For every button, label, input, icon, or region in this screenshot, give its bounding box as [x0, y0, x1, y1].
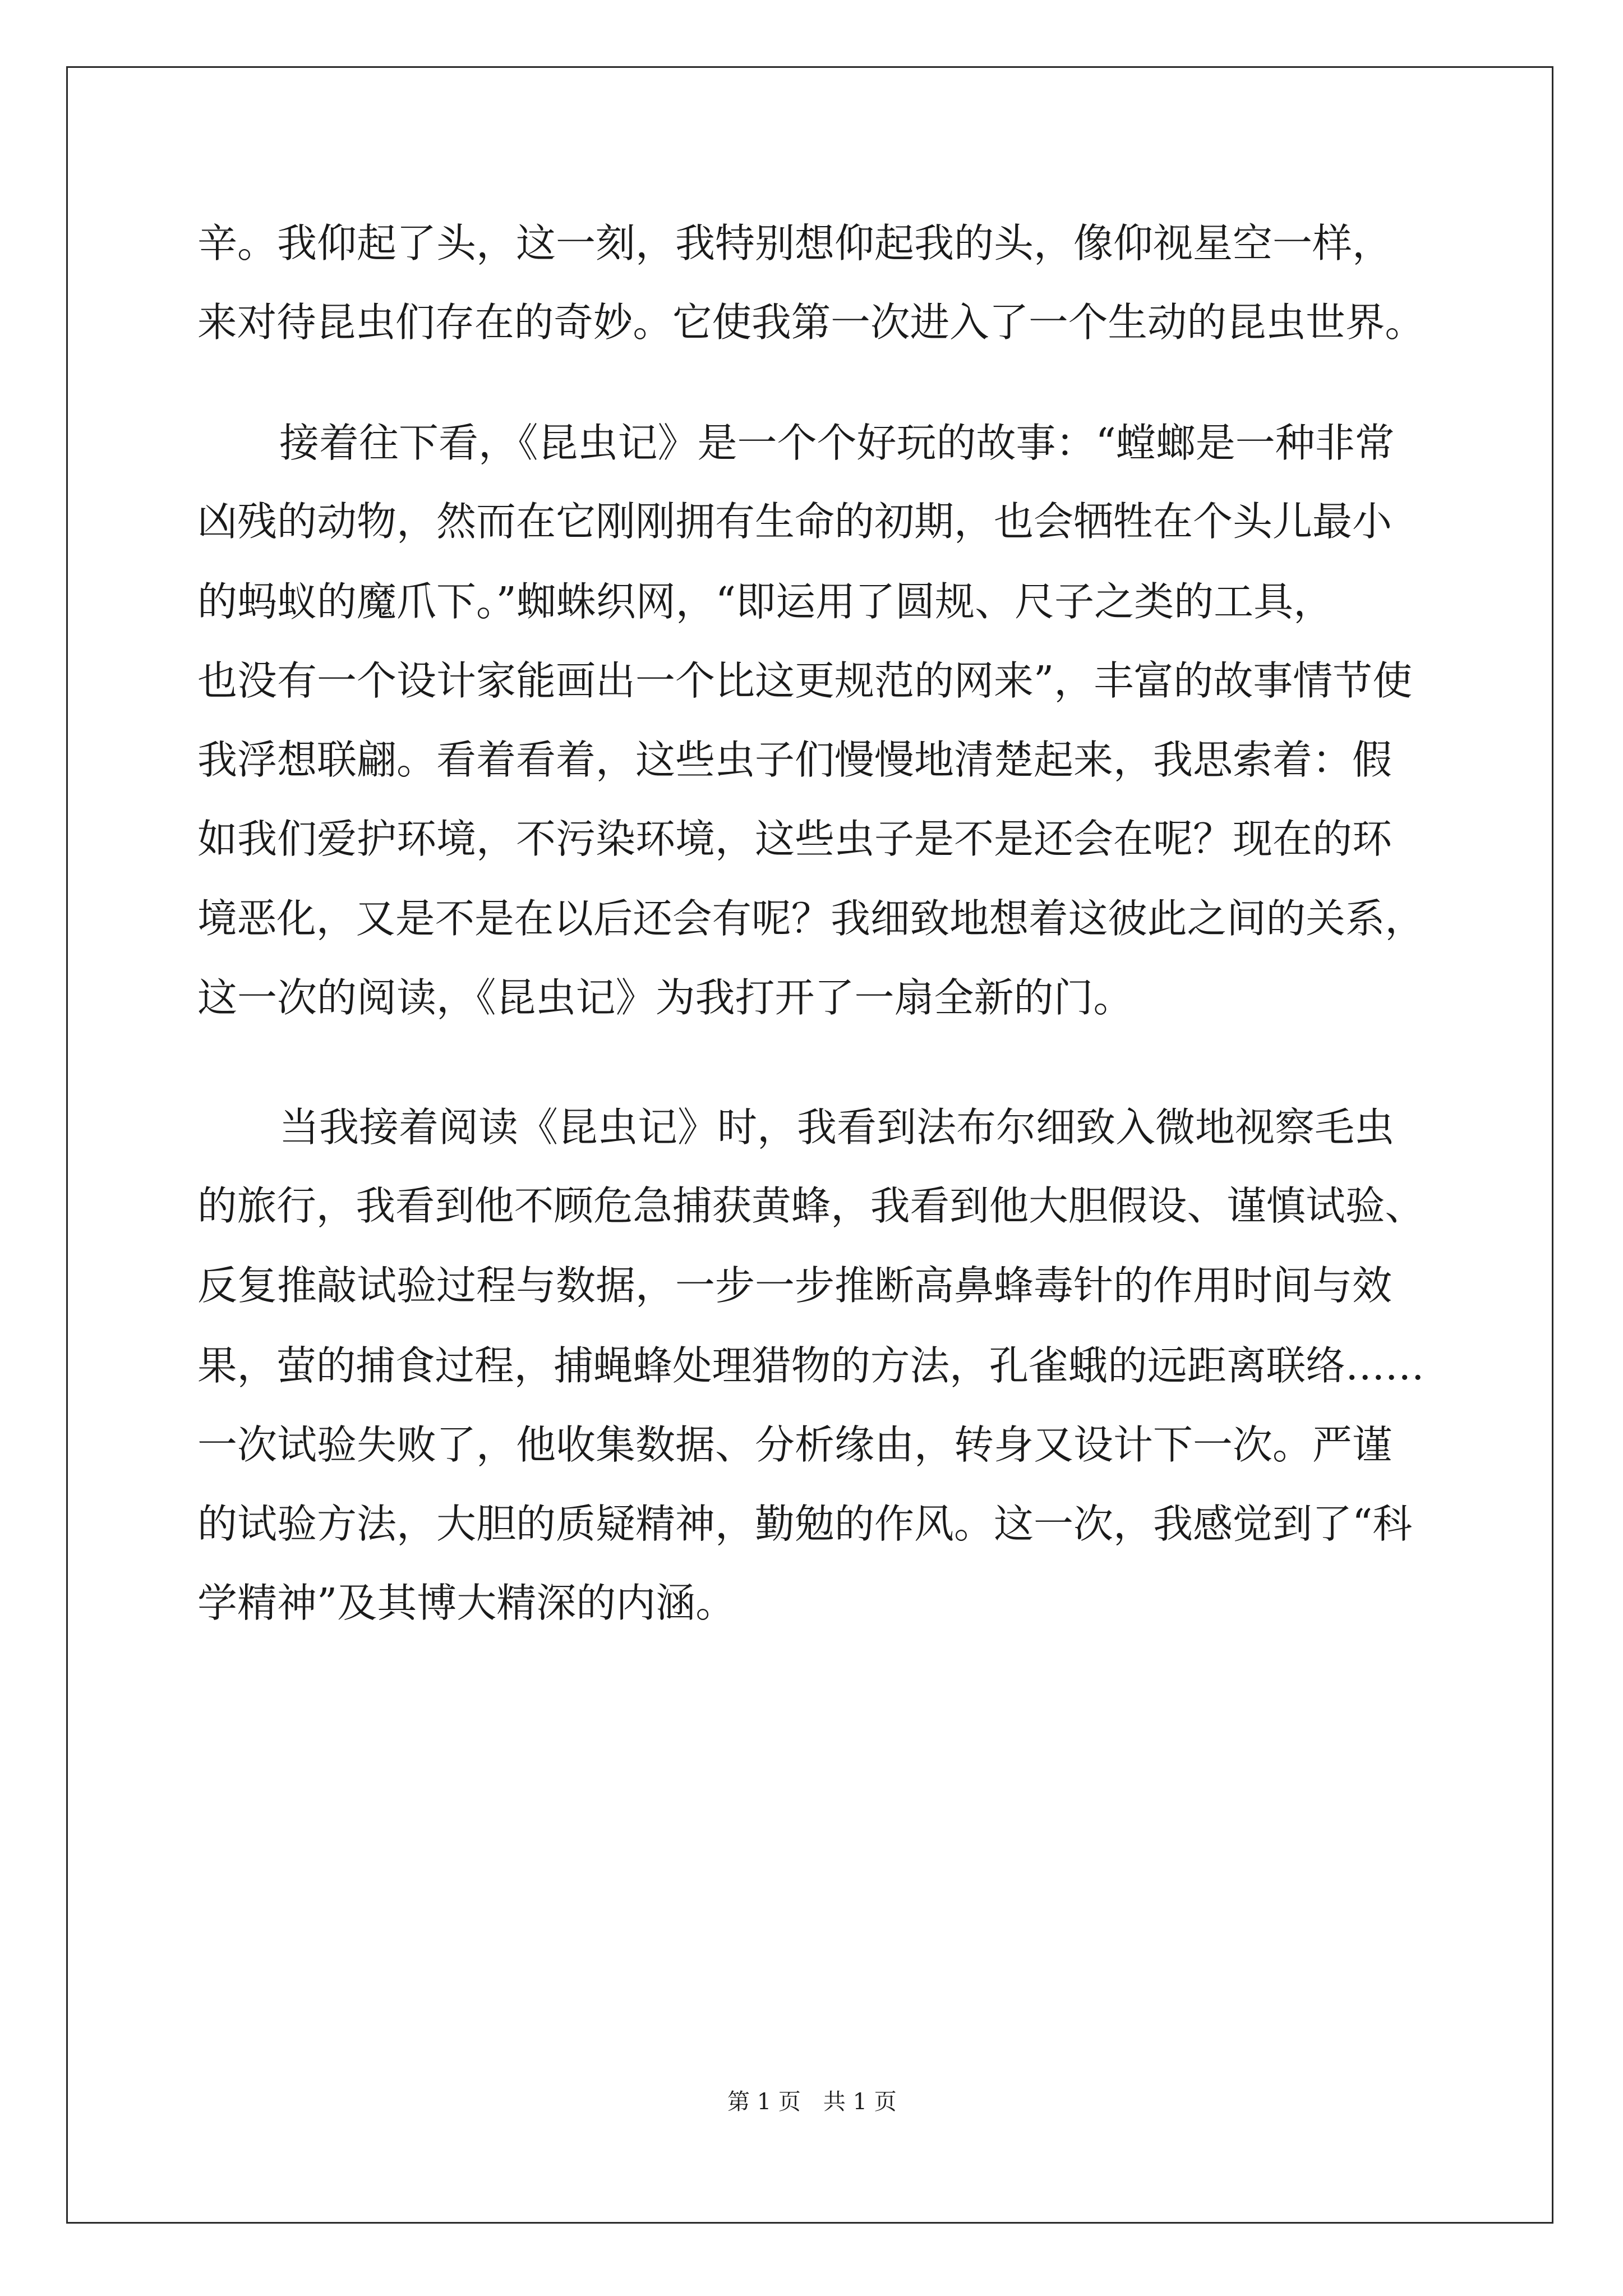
text-line: 这一次的阅读，《昆虫记》为我打开了一扇全新的门。 — [197, 974, 1133, 1021]
text-line: 学精神”及其博大精深的内涵。 — [197, 1580, 736, 1626]
text-line: 反复推敲试验过程与数据，一步一步推断高鼻蜂毒针的作用时间与效 — [197, 1262, 1393, 1309]
text-line: 来对待昆虫们存在的奇妙。它使我第一次进入了一个生动的昆虫世界。 — [197, 299, 1424, 346]
text-line: 辛。我仰起了头，这一刻，我特别想仰起我的头，像仰视星空一样， — [197, 220, 1393, 266]
text-line: 凶残的动物，然而在它刚刚拥有生命的初期，也会牺牲在个头儿最小 — [197, 498, 1393, 545]
text-line: 我浮想联翩。看着看着，这些虫子们慢慢地清楚起来，我思索着：假 — [197, 737, 1393, 783]
text-line: 如我们爱护环境，不污染环境，这些虫子是不是还会在呢？现在的环 — [197, 816, 1393, 862]
text-line: 接着往下看，《昆虫记》是一个个好玩的故事：“螳螂是一种非常 — [279, 420, 1395, 466]
text-line: 也没有一个设计家能画出一个比这更规范的网来”，丰富的故事情节使 — [197, 657, 1413, 704]
text-line: 当我接着阅读《昆虫记》时，我看到法布尔细致入微地视察毛虫 — [279, 1104, 1395, 1151]
text-line: 境恶化，又是不是在以后还会有呢？我细致地想着这彼此之间的关系， — [197, 895, 1424, 942]
text-line: 果，萤的捕食过程，捕蝇蜂处理猎物的方法，孔雀蛾的远距离联络…… — [197, 1342, 1424, 1389]
text-line: 一次试验失败了，他收集数据、分析缘由，转身又设计下一次。严谨 — [197, 1421, 1393, 1468]
text-line: 的旅行，我看到他不顾危急捕获黄蜂，我看到他大胆假设、谨慎试验、 — [197, 1182, 1424, 1229]
page-number: 第 1 页 共 1 页 — [727, 2089, 897, 2115]
text-line: 的试验方法，大胆的质疑精神，勤勉的作风。这一次，我感觉到了“科 — [197, 1501, 1413, 1547]
text-line: 的蚂蚁的魔爪下。”蜘蛛织网，“即运用了圆规、尺子之类的工具， — [197, 578, 1334, 625]
